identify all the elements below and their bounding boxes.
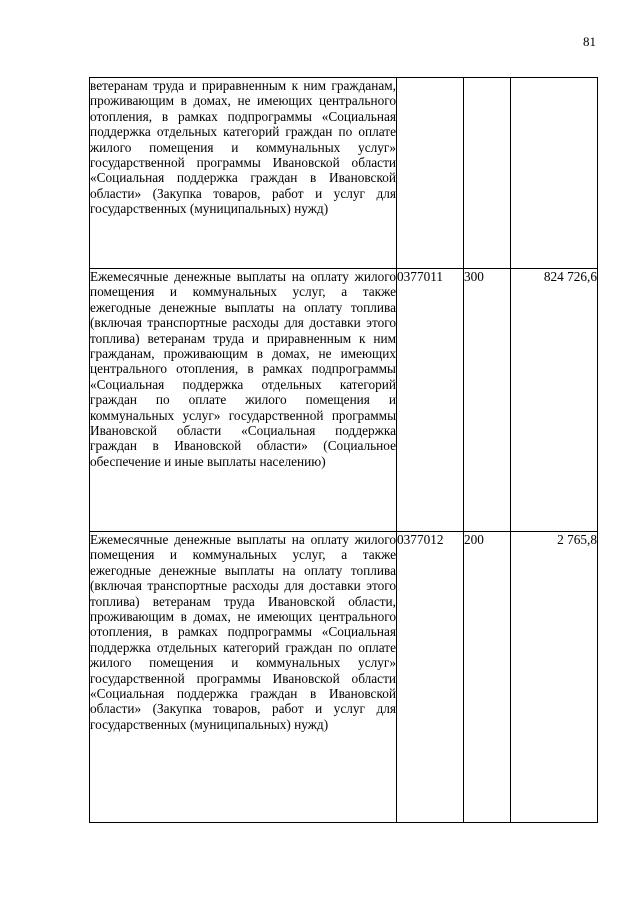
amount-cell <box>511 78 598 269</box>
expense-kind-cell: 300 <box>464 269 511 532</box>
amount-cell: 2 765,8 <box>511 532 598 823</box>
expense-description-cell: Ежемесячные денежные выплаты на оплату жилого помещения и коммунальных услуг, а также ежегодные денежные выплаты на оплату топлива (включая транспортные расходы для доставки этого топлива) ветеранам труда и приравненным к ним гражданам, проживающим в домах, не имеющих центрального отопления, в рамках подпрограммы «Социальная поддержка отдельных категорий граждан по оплате жилого помещения и коммунальных услуг» государственной программы Ивановской области «Социальная поддержка граждан в Ивановской области» (Социальное обеспечение и иные выплаты населению) <box>90 269 397 532</box>
expense-description-cell: ветеранам труда и приравненным к ним гражданам, проживающим в домах, не имеющих центрального отопления, в рамках подпрограммы «Социальная поддержка отдельных категорий граждан по оплате жилого помещения и коммунальных услуг» государственной программы Ивановской области «Социальная поддержка граждан в Ивановской области» (Закупка товаров, работ и услуг для государственных (муниципальных) нужд) <box>90 78 397 269</box>
table-row <box>90 269 598 532</box>
expense-description-cell: Ежемесячные денежные выплаты на оплату жилого помещения и коммунальных услуг, а также ежегодные денежные выплаты на оплату топлива (включая транспортные расходы для доставки этого топлива) ветеранам труда Ивановской области, проживающим в домах, не имеющих центрального отопления, в рамках подпрограммы «Социальная поддержка отдельных категорий граждан по оплате жилого помещения и коммунальных услуг» государственной программы Ивановской области «Социальная поддержка граждан в Ивановской области» (Закупка товаров, работ и услуг для государственных (муниципальных) нужд) <box>90 532 397 823</box>
table-row <box>90 78 598 269</box>
table-row <box>90 532 598 823</box>
expense-kind-cell: 200 <box>464 532 511 823</box>
budget-table <box>89 77 598 823</box>
amount-cell: 824 726,6 <box>511 269 598 532</box>
target-article-code-cell: 0377012 <box>397 532 464 823</box>
target-article-code-cell: 0377011 <box>397 269 464 532</box>
page-number: 81 <box>583 34 596 49</box>
expense-kind-cell <box>464 78 511 269</box>
target-article-code-cell <box>397 78 464 269</box>
